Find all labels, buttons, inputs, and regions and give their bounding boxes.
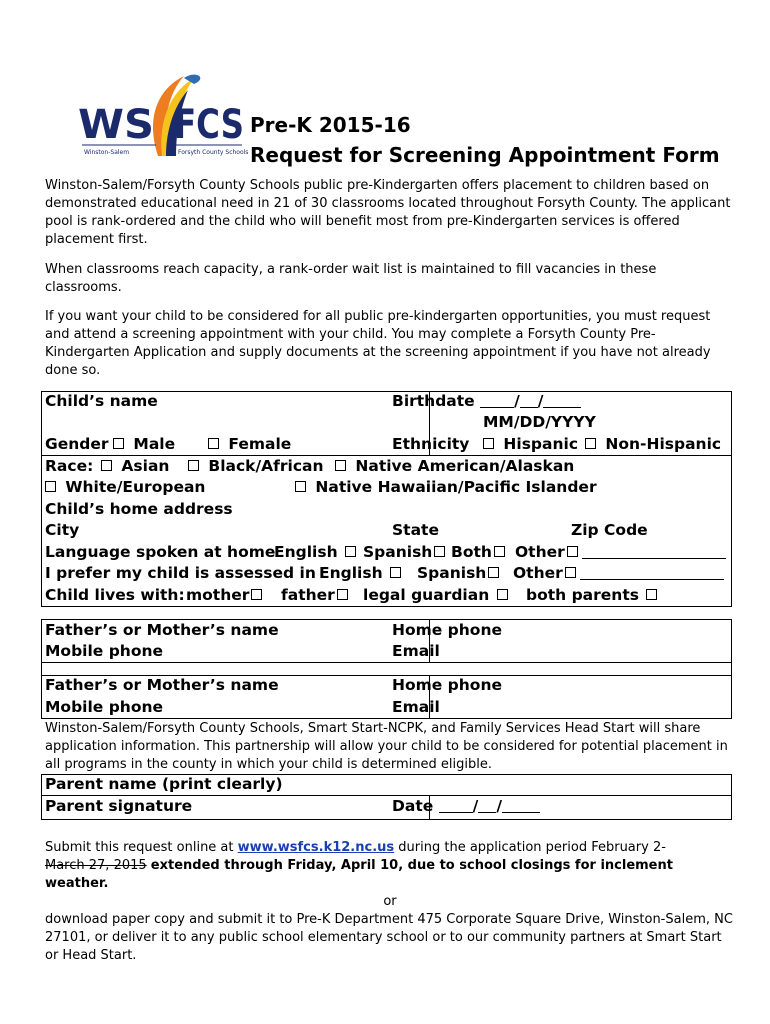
state-label: State <box>392 521 439 539</box>
logo-right-caption: Forsyth County Schools <box>178 149 249 156</box>
mother-checkbox[interactable] <box>251 589 262 600</box>
wsfcs-logo <box>76 70 249 162</box>
intro-paragraph-3: If you want your child to be considered for all public pre-kindergarten opportunities, you must request and attend a screening appointment with your child. You may complete a Forsyth County Pre-Kindergarten Application and supply documents at the screening appointment if you have not already done so. <box>45 309 711 378</box>
childs-name-label: Child’s name <box>45 392 158 410</box>
white-option[interactable]: White/European <box>43 477 205 499</box>
guardian-option[interactable]: legal guardian <box>363 585 512 607</box>
language-label: Language spoken at home <box>45 543 276 561</box>
parent1-email-label: Email <box>392 642 440 660</box>
mother-option[interactable]: mother <box>186 585 266 607</box>
title-line-2: Request for Screening Appointment Form <box>250 143 720 167</box>
language-spanish-option[interactable]: Spanish <box>363 542 449 564</box>
city-label: City <box>45 521 80 539</box>
wsfcs-link[interactable]: www.wsfcs.k12.nc.us <box>237 840 395 855</box>
non-hispanic-option[interactable]: Non-Hispanic <box>583 434 721 456</box>
lives-with-label: Child lives with: <box>45 586 185 604</box>
white-checkbox[interactable] <box>45 481 56 492</box>
assess-other-checkbox[interactable] <box>565 567 576 578</box>
parent1-mobile-label: Mobile phone <box>45 642 164 660</box>
language-both-checkbox[interactable] <box>494 546 505 557</box>
both-parents-checkbox[interactable] <box>646 589 657 600</box>
guardian-checkbox[interactable] <box>497 589 508 600</box>
hispanic-option[interactable]: Hispanic <box>481 434 578 456</box>
assessed-label: I prefer my child is assessed in <box>45 564 316 582</box>
race-label: Race: <box>45 457 94 475</box>
parent2-email-label: Email <box>392 698 440 716</box>
both-parents-option[interactable]: both parents <box>526 585 661 607</box>
native-american-checkbox[interactable] <box>335 460 346 471</box>
signature-label: Parent signature <box>45 797 193 815</box>
non-hispanic-checkbox[interactable] <box>585 438 596 449</box>
language-spanish-checkbox[interactable] <box>434 546 445 557</box>
hispanic-checkbox[interactable] <box>483 438 494 449</box>
parent2-home-phone-label: Home phone <box>392 676 503 694</box>
extension-notice: extended through Friday, April 10, due to school closings for inclement weather. <box>45 858 673 891</box>
gender-label: Gender <box>45 435 109 453</box>
male-checkbox[interactable] <box>113 438 124 449</box>
assess-spanish-checkbox[interactable] <box>488 567 499 578</box>
download-instructions: download paper copy and submit it to Pre-K Department 475 Corporate Square Drive, Winston-Salem, NC 27101, or deliver it to any public school elementary school or to our community partners at Smart Start or Head Start. <box>45 912 733 963</box>
struck-date: March 27, 2015 <box>45 858 147 873</box>
language-both-option[interactable]: Both <box>451 542 509 564</box>
logo-ws: WS <box>78 102 154 148</box>
father-checkbox[interactable] <box>337 589 348 600</box>
parent1-home-phone-label: Home phone <box>392 621 503 639</box>
print-name-label: Parent name (print clearly) <box>45 775 283 793</box>
share-info-text: Winston-Salem/Forsyth County Schools, Smart Start-NCPK, and Family Services Head Start will share application information. This partnership will allow your child to be considered for potential placement in all programs in the county in which your child is determined eligible. <box>45 721 728 772</box>
logo-left-caption: Winston-Salem <box>84 149 130 156</box>
logo-graphic <box>76 70 249 162</box>
assess-other-option[interactable]: Other <box>513 563 724 585</box>
father-option[interactable]: father <box>281 585 352 607</box>
parent1-name-label: Father’s or Mother’s name <box>45 621 279 639</box>
female-option[interactable]: Female <box>206 434 291 456</box>
intro-paragraph-2: When classrooms reach capacity, a rank-order wait list is maintained to fill vacancies in these classrooms. <box>45 262 657 295</box>
ethnicity-label: Ethnicity <box>392 435 470 453</box>
zip-label: Zip Code <box>571 521 648 539</box>
hawaiian-option[interactable]: Native Hawaiian/Pacific Islander <box>293 477 597 499</box>
date-label: Date / / <box>392 796 540 818</box>
intro-paragraph-1: Winston-Salem/Forsyth County Schools public pre-Kindergarten offers placement to children based on demonstrated educational need in 21 of 30 classrooms located throughout Forsyth County. The applicant pool is rank-ordered and the child who will benefit most from pre-Kindergarten services is offered placement first. <box>45 178 731 247</box>
assess-english-option[interactable]: English <box>319 563 405 585</box>
birthdate-label: Birthdate / / <box>392 391 581 413</box>
title-line-1: Pre-K 2015-16 <box>250 113 411 137</box>
home-address-label: Child’s home address <box>45 500 233 518</box>
asian-checkbox[interactable] <box>101 460 112 471</box>
parent2-mobile-label: Mobile phone <box>45 698 164 716</box>
female-checkbox[interactable] <box>208 438 219 449</box>
language-other-checkbox[interactable] <box>567 546 578 557</box>
hawaiian-checkbox[interactable] <box>295 481 306 492</box>
native-american-option[interactable]: Native American/Alaskan <box>333 456 574 478</box>
black-checkbox[interactable] <box>188 460 199 471</box>
male-option[interactable]: Male <box>111 434 175 456</box>
form-title <box>250 110 720 170</box>
black-option[interactable]: Black/African <box>186 456 324 478</box>
logo-fcs: FCS <box>174 102 244 148</box>
language-other-option[interactable]: Other <box>515 542 726 564</box>
parent2-name-label: Father’s or Mother’s name <box>45 676 279 694</box>
birthdate-format: MM/DD/YYYY <box>483 413 596 431</box>
assess-spanish-option[interactable]: Spanish <box>417 563 503 585</box>
language-english-checkbox[interactable] <box>345 546 356 557</box>
language-english-option[interactable]: English <box>274 542 360 564</box>
submit-instructions: Submit this request online at www.wsfcs.k12.nc.us during the application period February 2- March 27, 2015 extended through Friday, April 10, due to school closings for inclement weather. <box>45 840 673 891</box>
or-separator: or <box>383 894 397 909</box>
assess-english-checkbox[interactable] <box>390 567 401 578</box>
asian-option[interactable]: Asian <box>99 456 169 478</box>
